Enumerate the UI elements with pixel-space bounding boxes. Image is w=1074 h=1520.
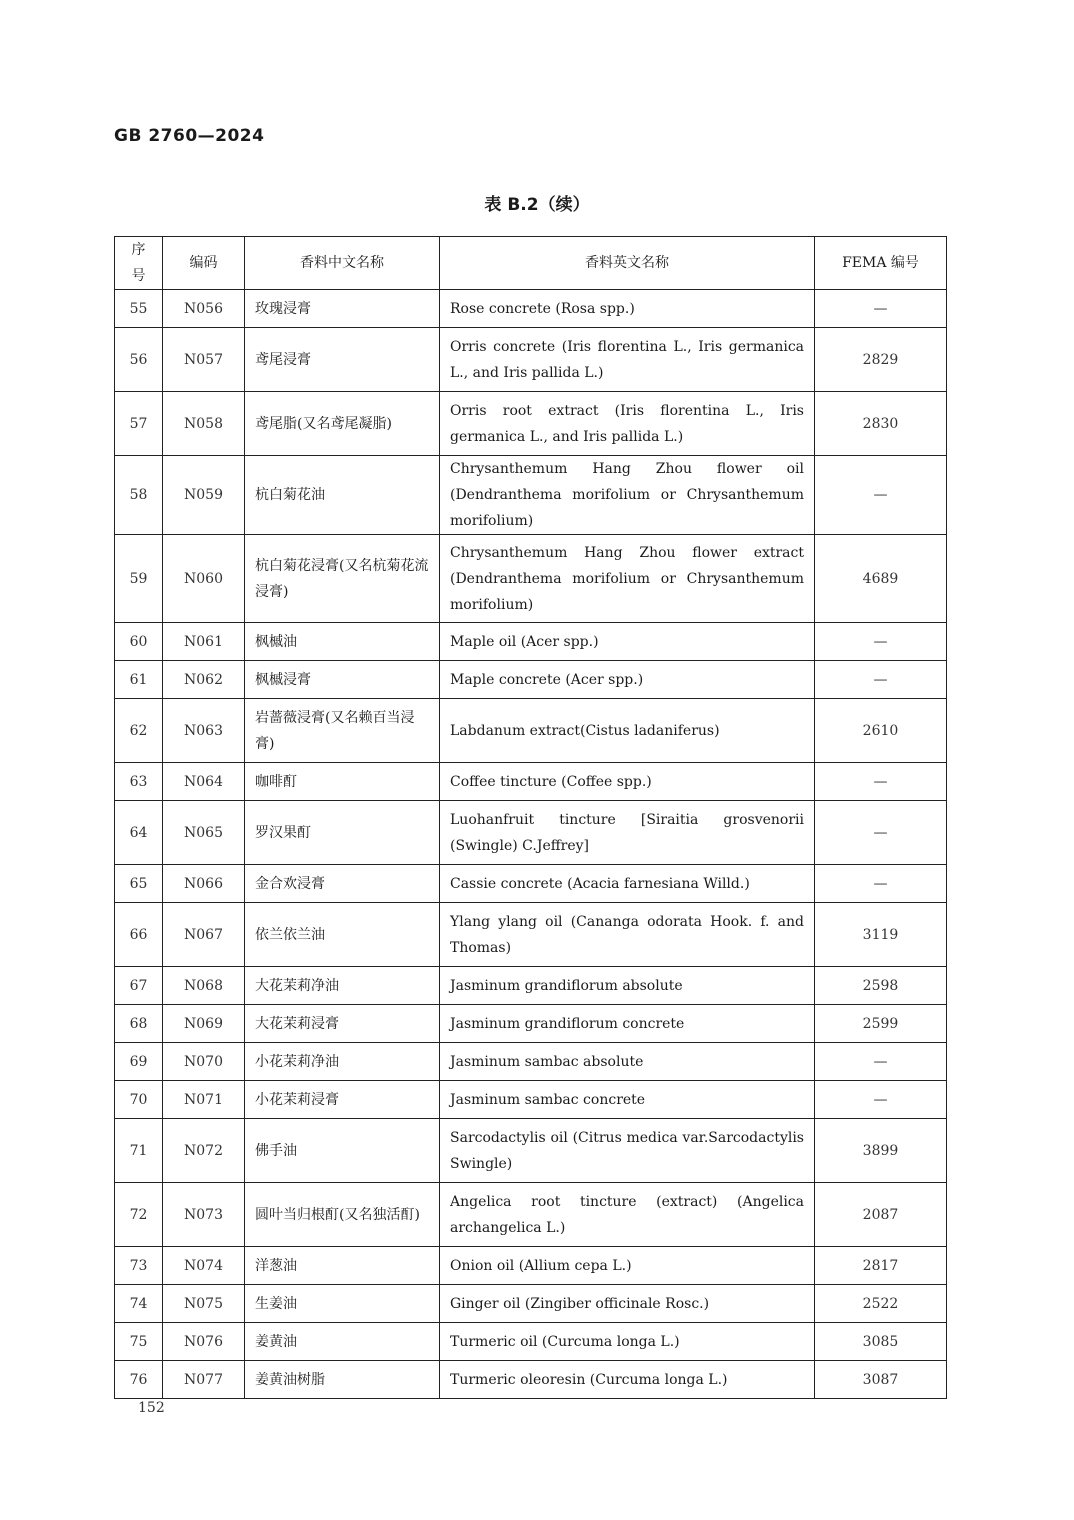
row-code: N057 (163, 328, 245, 392)
row-zh-name: 岩蔷薇浸膏(又名赖百当浸膏) (245, 699, 440, 763)
row-fema-number: 2610 (815, 699, 947, 763)
row-number: 60 (115, 623, 163, 661)
row-fema-number: 2522 (815, 1285, 947, 1323)
row-code: N058 (163, 392, 245, 456)
row-fema-number: 3087 (815, 1361, 947, 1399)
row-en-name: Jasminum sambac concrete (440, 1081, 815, 1119)
row-number: 75 (115, 1323, 163, 1361)
table-row (115, 1361, 947, 1399)
row-fema-number: — (815, 290, 947, 328)
row-fema-number: — (815, 1081, 947, 1119)
row-fema-number: — (815, 661, 947, 699)
row-fema-number: — (815, 456, 947, 535)
row-number: 69 (115, 1043, 163, 1081)
row-number: 63 (115, 763, 163, 801)
table-row (115, 1081, 947, 1119)
row-en-name: Angelica root tincture (extract) (Angelica archangelica L.) (440, 1183, 815, 1247)
col-header-fema: FEMA 编号 (815, 237, 947, 290)
row-zh-name: 姜黄油 (245, 1323, 440, 1361)
row-fema-number: 2598 (815, 967, 947, 1005)
table-body (115, 290, 947, 1399)
col-header-zh-name: 香料中文名称 (245, 237, 440, 290)
row-zh-name: 生姜油 (245, 1285, 440, 1323)
row-code: N067 (163, 903, 245, 967)
row-en-name: Chrysanthemum Hang Zhou flower oil (Dendranthema morifolium or Chrysanthemum morifolium) (440, 456, 815, 535)
row-number: 70 (115, 1081, 163, 1119)
table-row (115, 1119, 947, 1183)
table-row (115, 661, 947, 699)
row-en-name: Rose concrete (Rosa spp.) (440, 290, 815, 328)
row-zh-name: 佛手油 (245, 1119, 440, 1183)
table-row (115, 699, 947, 763)
row-number: 66 (115, 903, 163, 967)
row-number: 57 (115, 392, 163, 456)
row-en-name: Jasminum grandiflorum concrete (440, 1005, 815, 1043)
table-row (115, 865, 947, 903)
table-row (115, 801, 947, 865)
col-header-code: 编码 (163, 237, 245, 290)
table-row (115, 290, 947, 328)
row-zh-name: 圆叶当归根酊(又名独活酊) (245, 1183, 440, 1247)
row-fema-number: — (815, 1043, 947, 1081)
table-row (115, 1183, 947, 1247)
row-number: 73 (115, 1247, 163, 1285)
row-en-name: Turmeric oil (Curcuma longa L.) (440, 1323, 815, 1361)
row-code: N066 (163, 865, 245, 903)
row-zh-name: 洋葱油 (245, 1247, 440, 1285)
row-number: 74 (115, 1285, 163, 1323)
table-row (115, 1323, 947, 1361)
row-en-name: Orris concrete (Iris florentina L., Iris germanica L., and Iris pallida L.) (440, 328, 815, 392)
row-en-name: Sarcodactylis oil (Citrus medica var.Sarcodactylis Swingle) (440, 1119, 815, 1183)
row-code: N072 (163, 1119, 245, 1183)
row-zh-name: 小花茉莉浸膏 (245, 1081, 440, 1119)
row-zh-name: 杭白菊花浸膏(又名杭菊花流浸膏) (245, 535, 440, 623)
row-zh-name: 枫槭油 (245, 623, 440, 661)
table-row (115, 1005, 947, 1043)
row-number: 55 (115, 290, 163, 328)
row-number: 56 (115, 328, 163, 392)
table-row (115, 763, 947, 801)
spice-table (114, 236, 947, 1399)
row-code: N063 (163, 699, 245, 763)
row-fema-number: 3085 (815, 1323, 947, 1361)
row-code: N061 (163, 623, 245, 661)
row-number: 64 (115, 801, 163, 865)
row-en-name: Jasminum sambac absolute (440, 1043, 815, 1081)
row-fema-number: 2087 (815, 1183, 947, 1247)
row-code: N076 (163, 1323, 245, 1361)
row-zh-name: 玫瑰浸膏 (245, 290, 440, 328)
row-fema-number: — (815, 763, 947, 801)
row-en-name: Maple oil (Acer spp.) (440, 623, 815, 661)
table-row (115, 328, 947, 392)
row-zh-name: 杭白菊花油 (245, 456, 440, 535)
row-en-name: Onion oil (Allium cepa L.) (440, 1247, 815, 1285)
row-code: N073 (163, 1183, 245, 1247)
table-title: 表 B.2（续） (484, 195, 590, 215)
row-number: 71 (115, 1119, 163, 1183)
row-fema-number: — (815, 623, 947, 661)
table-row (115, 1043, 947, 1081)
row-en-name: Maple concrete (Acer spp.) (440, 661, 815, 699)
row-zh-name: 鸢尾浸膏 (245, 328, 440, 392)
table-row (115, 456, 947, 535)
row-fema-number: 2599 (815, 1005, 947, 1043)
row-zh-name: 大花茉莉净油 (245, 967, 440, 1005)
row-code: N074 (163, 1247, 245, 1285)
table-row (115, 623, 947, 661)
row-en-name: Luohanfruit tincture [Siraitia grosvenorii (Swingle) C.Jeffrey] (440, 801, 815, 865)
row-code: N077 (163, 1361, 245, 1399)
row-number: 58 (115, 456, 163, 535)
row-fema-number: 3899 (815, 1119, 947, 1183)
row-zh-name: 依兰依兰油 (245, 903, 440, 967)
row-number: 61 (115, 661, 163, 699)
row-fema-number: 2829 (815, 328, 947, 392)
row-code: N064 (163, 763, 245, 801)
row-zh-name: 金合欢浸膏 (245, 865, 440, 903)
row-number: 72 (115, 1183, 163, 1247)
table-row (115, 535, 947, 623)
row-code: N056 (163, 290, 245, 328)
row-number: 67 (115, 967, 163, 1005)
row-code: N060 (163, 535, 245, 623)
table-row (115, 903, 947, 967)
row-code: N075 (163, 1285, 245, 1323)
row-fema-number: 2817 (815, 1247, 947, 1285)
row-code: N059 (163, 456, 245, 535)
row-code: N068 (163, 967, 245, 1005)
col-header-en-name: 香料英文名称 (440, 237, 815, 290)
row-zh-name: 枫槭浸膏 (245, 661, 440, 699)
row-en-name: Jasminum grandiflorum absolute (440, 967, 815, 1005)
row-number: 68 (115, 1005, 163, 1043)
row-fema-number: 4689 (815, 535, 947, 623)
row-fema-number: 2830 (815, 392, 947, 456)
row-zh-name: 小花茉莉净油 (245, 1043, 440, 1081)
row-en-name: Cassie concrete (Acacia farnesiana Willd.) (440, 865, 815, 903)
row-fema-number: — (815, 865, 947, 903)
row-zh-name: 大花茉莉浸膏 (245, 1005, 440, 1043)
table-row (115, 1247, 947, 1285)
col-header-no: 序号 (115, 237, 163, 290)
row-code: N070 (163, 1043, 245, 1081)
table-header-row (115, 237, 947, 290)
row-zh-name: 咖啡酊 (245, 763, 440, 801)
row-number: 59 (115, 535, 163, 623)
row-number: 65 (115, 865, 163, 903)
row-en-name: Chrysanthemum Hang Zhou flower extract (Dendranthema morifolium or Chrysanthemum morifolium) (440, 535, 815, 623)
table-row (115, 1285, 947, 1323)
table-row (115, 392, 947, 456)
row-en-name: Ylang ylang oil (Cananga odorata Hook. f. and Thomas) (440, 903, 815, 967)
row-zh-name: 罗汉果酊 (245, 801, 440, 865)
page-number: 152 (138, 1400, 165, 1416)
row-number: 76 (115, 1361, 163, 1399)
row-en-name: Labdanum extract(Cistus ladaniferus) (440, 699, 815, 763)
row-code: N069 (163, 1005, 245, 1043)
table-row (115, 967, 947, 1005)
standard-code: GB 2760—2024 (114, 126, 265, 146)
row-code: N062 (163, 661, 245, 699)
row-en-name: Turmeric oleoresin (Curcuma longa L.) (440, 1361, 815, 1399)
row-zh-name: 鸢尾脂(又名鸢尾凝脂) (245, 392, 440, 456)
row-en-name: Ginger oil (Zingiber officinale Rosc.) (440, 1285, 815, 1323)
row-code: N071 (163, 1081, 245, 1119)
row-zh-name: 姜黄油树脂 (245, 1361, 440, 1399)
row-fema-number: 3119 (815, 903, 947, 967)
row-en-name: Orris root extract (Iris florentina L., Iris germanica L., and Iris pallida L.) (440, 392, 815, 456)
row-code: N065 (163, 801, 245, 865)
row-number: 62 (115, 699, 163, 763)
row-fema-number: — (815, 801, 947, 865)
row-en-name: Coffee tincture (Coffee spp.) (440, 763, 815, 801)
